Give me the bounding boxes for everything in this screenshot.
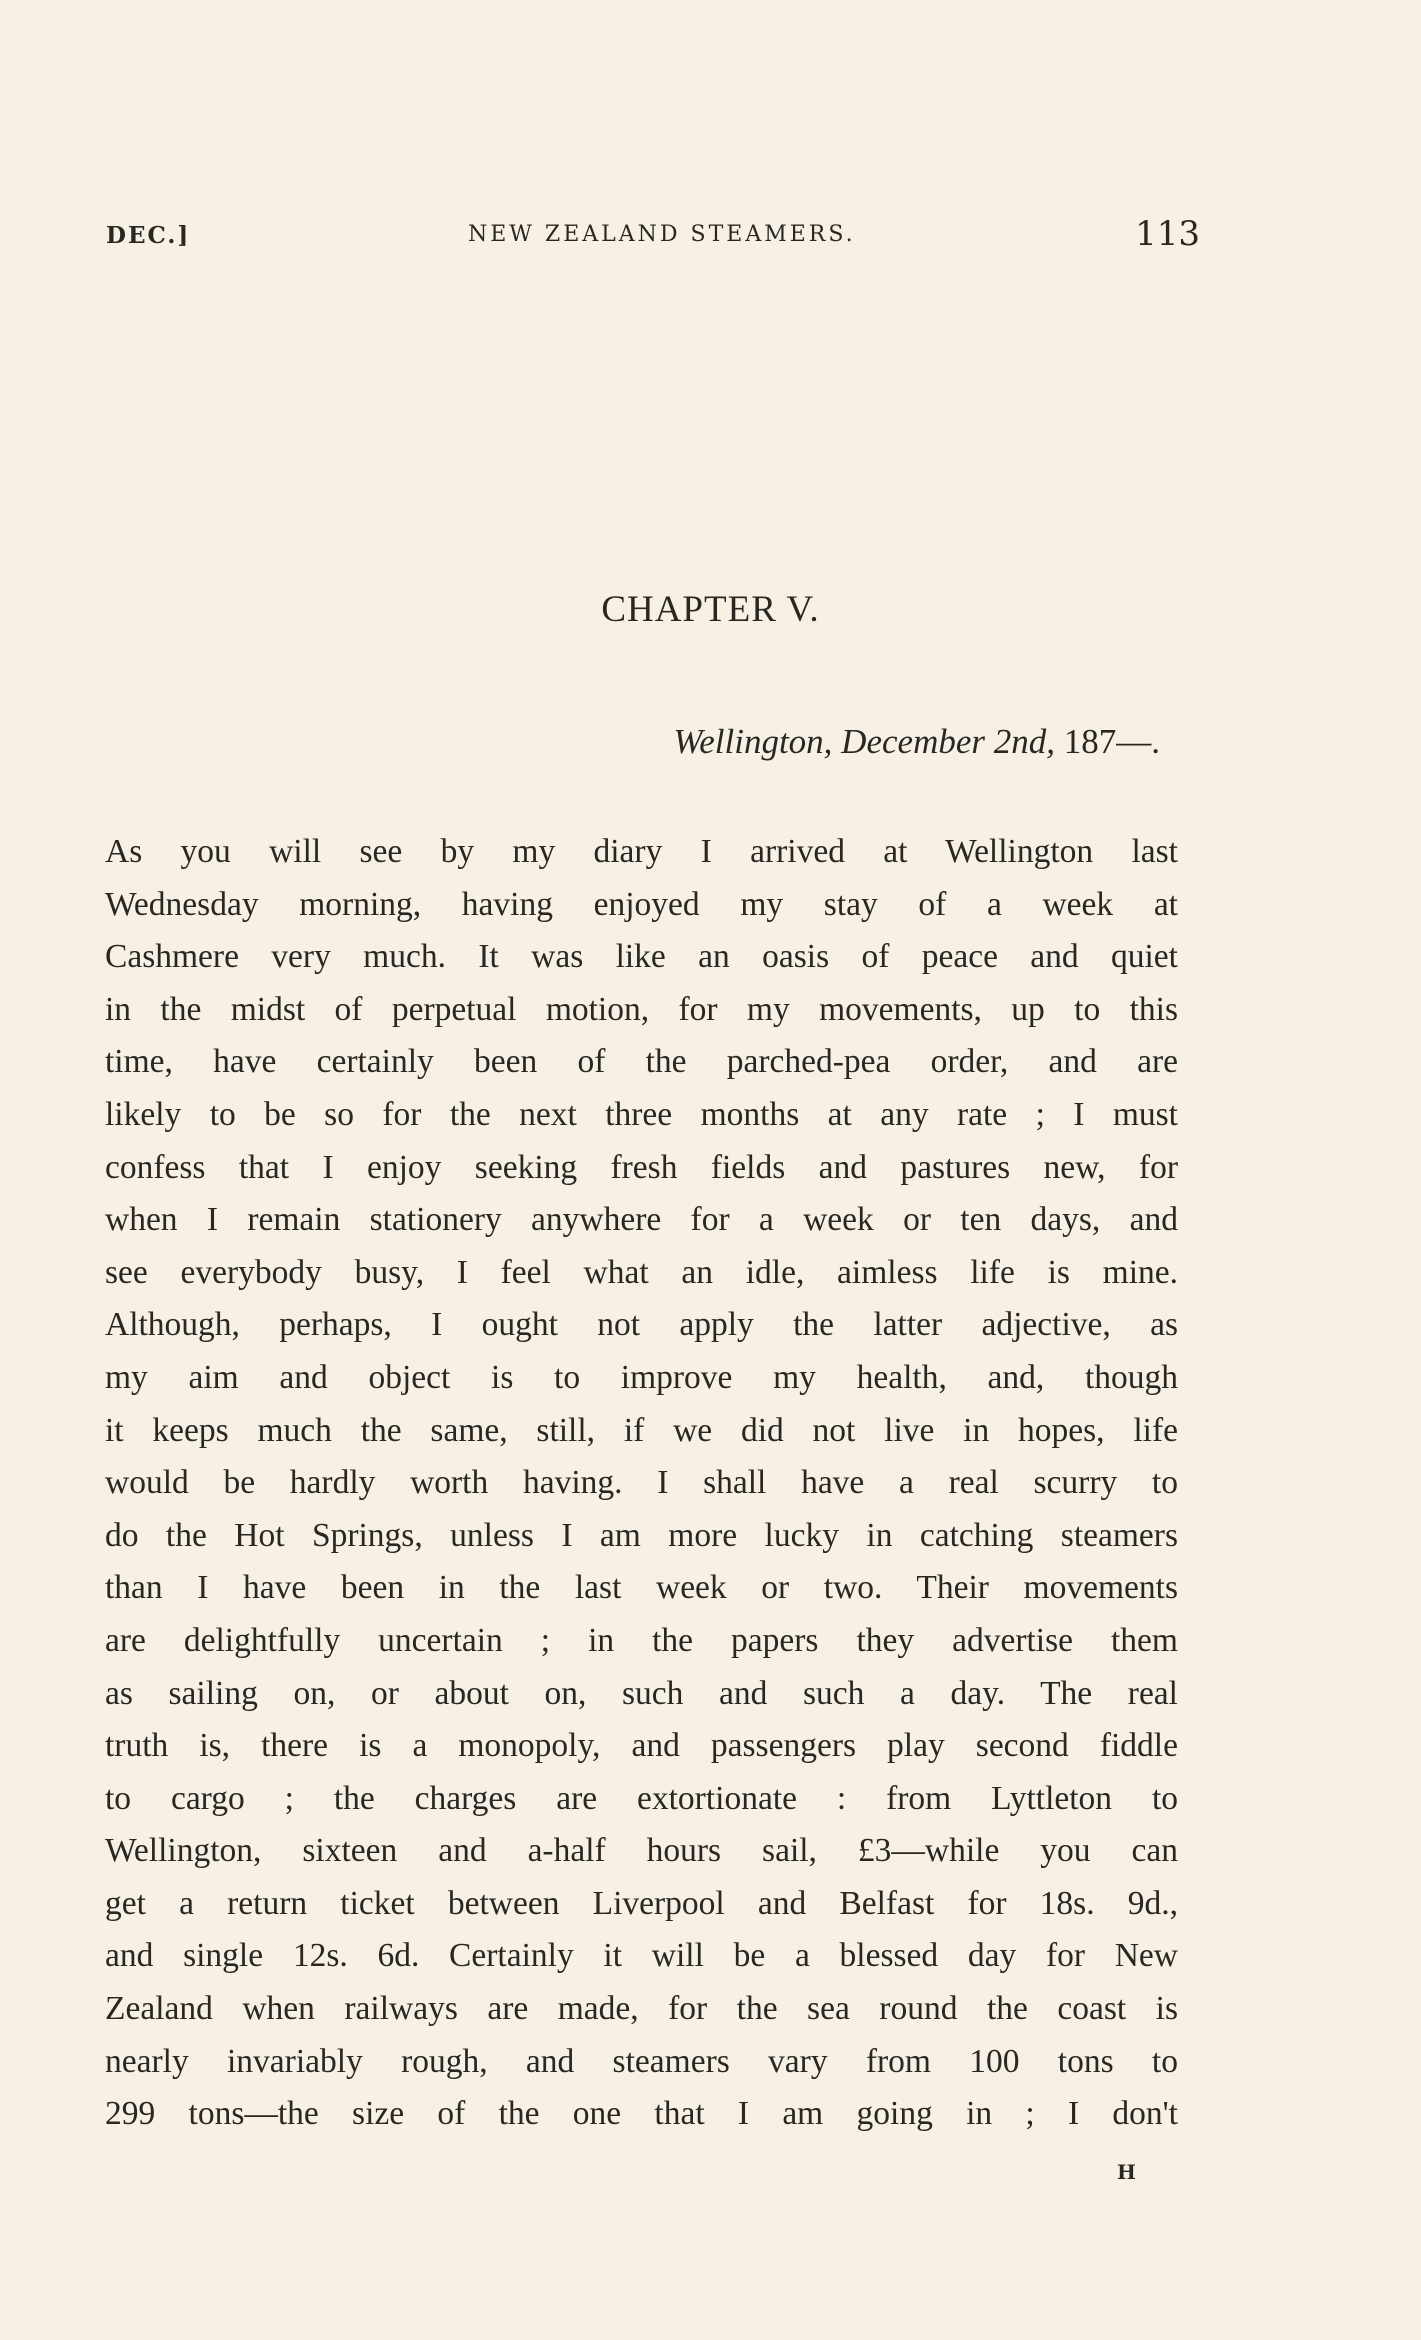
text-line: nearly invariably rough, and steamers vary from 100 tons to (105, 2042, 1178, 2080)
text-line: do the Hot Springs, unless I am more lucky in catching steamers (105, 1516, 1178, 1554)
text-line: Wednesday morning, having enjoyed my stay of a week at (105, 885, 1178, 923)
page-number: 113 (1135, 214, 1200, 254)
text-line: get a return ticket between Liverpool and Belfast for 18s. 9d., (105, 1884, 1178, 1922)
text-line: Cashmere very much. It was like an oasis of peace and quiet (105, 938, 1178, 976)
text-line: it keeps much the same, still, if we did not live in hopes, life (105, 1411, 1178, 1449)
text-line: Zealand when railways are made, for the sea round the coast is (105, 1990, 1178, 2028)
text-line: confess that I enjoy seeking fresh fields and pastures new, for (105, 1148, 1178, 1186)
text-line: As you will see by my diary I arrived at Wellington last (105, 833, 1178, 870)
text-line: to cargo ; the charges are extortionate : from Lyttleton to (105, 1779, 1178, 1817)
text-line: likely to be so for the next three months at any rate ; I must (105, 1095, 1178, 1133)
text-line: truth is, there is a monopoly, and passengers play second fiddle (105, 1727, 1178, 1765)
body-text (105, 826, 1178, 2141)
dateline-year: 187—. (1063, 722, 1160, 761)
text-line: my aim and object is to improve my health, and, though (105, 1358, 1178, 1396)
dateline-place-date: Wellington, December 2nd, (673, 722, 1055, 761)
text-line: see everybody busy, I feel what an idle, aimless life is mine. (105, 1253, 1178, 1291)
running-head-month: DEC.] (106, 222, 191, 249)
signature-mark: H (1117, 2160, 1136, 2184)
text-line: as sailing on, or about on, such and such a day. The real (105, 1674, 1178, 1712)
text-line: Although, perhaps, I ought not apply the latter adjective, as (105, 1306, 1178, 1344)
text-line: than I have been in the last week or two. Their movements (105, 1569, 1178, 1607)
text-line: Wellington, sixteen and a-half hours sail, £3—while you can (105, 1832, 1178, 1870)
dateline (673, 722, 1160, 762)
text-line: time, have certainly been of the parched-pea order, and are (105, 1043, 1178, 1081)
chapter-title: CHAPTER V. (601, 589, 820, 630)
running-head-title: NEW ZEALAND STEAMERS. (468, 222, 856, 247)
text-line: in the midst of perpetual motion, for my movements, up to this (105, 990, 1178, 1028)
text-line: are delightfully uncertain ; in the papers they advertise them (105, 1621, 1178, 1659)
text-line: would be hardly worth having. I shall have a real scurry to (105, 1464, 1178, 1502)
text-line: and single 12s. 6d. Certainly it will be a blessed day for New (105, 1937, 1178, 1975)
running-head (106, 214, 1200, 262)
text-line: 299 tons—the size of the one that I am going in ; I don't (105, 2095, 1178, 2133)
text-line: when I remain stationery anywhere for a week or ten days, and (105, 1201, 1178, 1239)
